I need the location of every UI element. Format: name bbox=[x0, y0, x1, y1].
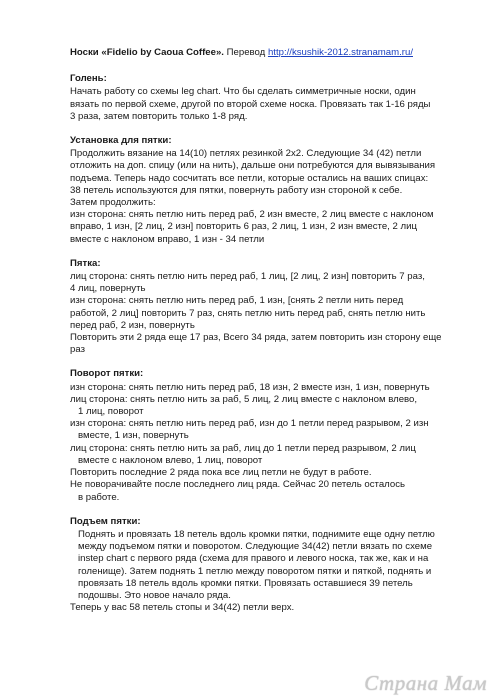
text-line: изн сторона: снять петлю нить перед раб, 18 изн, 2 вместе изн, 1 изн, повернуть bbox=[70, 381, 430, 393]
text-line: Повторить эти 2 ряда еще 17 раз, Всего 34 ряда, затем повторить изн сторону еще bbox=[70, 332, 442, 344]
text-line: изн сторона: снять петлю нить перед раб, изн до 1 петли перед разрывом, 2 изн bbox=[70, 418, 429, 430]
title-text: Носки «Fidelio by Caoua Coffee». bbox=[70, 47, 224, 58]
text-line: лиц сторона: снять петлю нить за раб, 5 лиц, 2 лиц вместе с наклоном влево, bbox=[70, 393, 418, 405]
text-line: лиц сторона: снять петлю нить за раб, лиц до 1 петли перед разрывом, 2 лиц bbox=[70, 442, 416, 454]
text-line: подъема. Теперь надо сосчитать все петли, которые остались на ваших спицах: bbox=[70, 172, 429, 184]
text-line: в работе. bbox=[78, 491, 120, 503]
text-line: 1 лиц, поворот bbox=[78, 406, 144, 418]
document-title bbox=[70, 47, 472, 59]
section-heading: Поворот пятки: bbox=[70, 368, 144, 380]
text-line: лиц сторона: снять петлю нить перед раб, 1 лиц, [2 лиц, 2 изн] повторить 7 раз, bbox=[70, 271, 425, 283]
text-line: изн сторона: снять петлю нить перед раб, 1 изн, [снять 2 петли нить перед bbox=[70, 295, 404, 307]
text-line: вязать по первой схеме, другой по второй схеме носка. Провязать так 1-16 ряды bbox=[70, 98, 431, 110]
text-line: 4 лиц, повернуть bbox=[70, 283, 146, 295]
text-line: Не поворачивайте после последнего лиц ряда. Сейчас 20 петель осталось bbox=[70, 479, 405, 491]
section-shin bbox=[70, 73, 472, 123]
text-line: работой, 2 лиц] повторить 7 раз, снять петлю нить перед раб, снять петлю нить bbox=[70, 307, 426, 319]
text-line: instep chart с первого ряда (схема для правого и левого носка, так же, как и на bbox=[78, 553, 429, 565]
section-gusset bbox=[70, 516, 472, 615]
text-line: Затем продолжить: bbox=[70, 197, 156, 209]
text-line: голенище). Затем поднять 1 петлю между поворотом пятки и пяткой, поднять и bbox=[78, 565, 432, 577]
section-heel bbox=[70, 258, 472, 357]
source-link[interactable]: http://ksushik-2012.stranamam.ru/ bbox=[267, 47, 413, 58]
section-heading: Голень: bbox=[70, 73, 107, 85]
text-line: провязать 18 петель вдоль кромки пятки. Провязать оставшиеся 39 петель bbox=[78, 577, 413, 589]
text-line: вправо, 1 изн, [2 лиц, 2 изн] повторить 6 раз, 2 лиц, 1 изн, 2 изн вместе, 2 лиц bbox=[70, 221, 417, 233]
section-heading: Подъем пятки: bbox=[70, 515, 141, 527]
document-body bbox=[70, 47, 472, 626]
text-line: между подъемом пятки и поворотом. Следующие 34(42) петли вязать по схеме bbox=[78, 541, 433, 553]
text-line: вместе с наклоном влево, 1 лиц, поворот bbox=[78, 454, 263, 466]
text-line: раз bbox=[70, 344, 85, 356]
translation-label: Перевод bbox=[226, 47, 266, 58]
text-line: Повторить последние 2 ряда пока все лиц петли не будут в работе. bbox=[70, 467, 372, 479]
text-line: отложить на доп. спицу (или на нить), дальше они потребуются для вывязывания bbox=[70, 160, 436, 172]
text-line: вместе, 1 изн, повернуть bbox=[78, 430, 189, 442]
section-heading: Установка для пятки: bbox=[70, 135, 172, 147]
text-line: Продолжить вязание на 14(10) петлях резинкой 2x2. Следующие 34 (42) петли bbox=[70, 148, 422, 160]
text-line: Поднять и провязать 18 петель вдоль кромки пятки, поднимите еще одну петлю bbox=[78, 528, 435, 540]
section-heel-setup bbox=[70, 135, 472, 246]
site-watermark: Страна Мам bbox=[364, 671, 487, 695]
section-heading: Пятка: bbox=[70, 257, 101, 269]
text-line: подошвы. Это новое начало ряда. bbox=[78, 589, 231, 601]
text-line: 3 раза, затем повторить только 1-8 ряд. bbox=[70, 110, 248, 122]
text-line: 38 петель используются для пятки, повернуть работу изн стороной к себе. bbox=[70, 184, 403, 196]
text-line: Теперь у вас 58 петель стопы и 34(42) петли верх. bbox=[70, 602, 295, 614]
section-heel-turn bbox=[70, 368, 472, 503]
text-line: Начать работу со схемы leg chart. Что бы сделать симметричные носки, один bbox=[70, 86, 416, 98]
text-line: перед раб, 2 изн, повернуть bbox=[70, 319, 195, 331]
text-line: изн сторона: снять петлю нить перед раб, 2 изн вместе, 2 лиц вместе с наклоном bbox=[70, 209, 434, 221]
text-line: вместе с наклоном вправо, 1 изн - 34 петли bbox=[70, 233, 265, 245]
